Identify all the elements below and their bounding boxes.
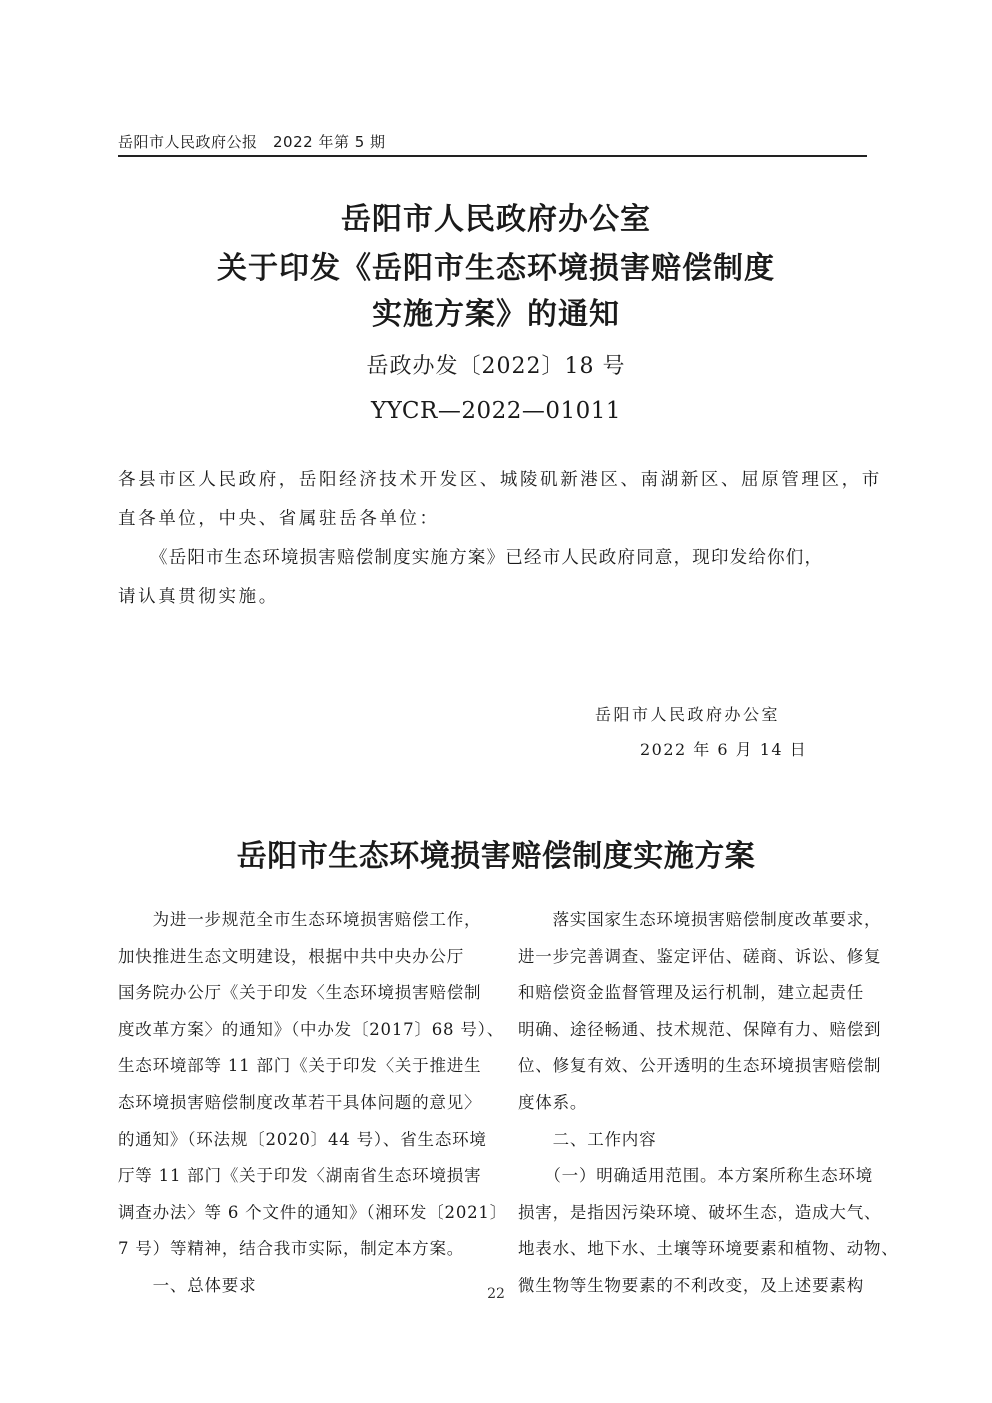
paragraph-line: 度体系。 [518, 1093, 588, 1112]
paragraph-line: 国务院办公厅《关于印发〈生态环境损害赔偿制 [118, 983, 482, 1003]
paragraph-line: 为进一步规范全市生态环境损害赔偿工作， [118, 910, 482, 929]
running-header: 岳阳市人民政府公报 2022 年第 5 期 [118, 133, 386, 151]
paragraph-line: 进一步完善调查、鉴定评估、磋商、诉讼、修复 [518, 946, 882, 966]
paragraph-line: 微生物等生物要素的不利改变，及上述要素构 [518, 1276, 864, 1295]
notice-body-line: 《岳阳市生态环境损害赔偿制度实施方案》已经市人民政府同意，现印发给你们， [150, 548, 824, 568]
paragraph-line: 厅等 11 部门《关于印发〈湖南省生态环境损害 [118, 1166, 482, 1186]
paragraph-line: 二、工作内容 [518, 1129, 657, 1149]
doc-code: YYCR—2022—01011 [370, 398, 622, 424]
paragraph-line: 加快推进生态文明建设，根据中共中央办公厅 [118, 946, 464, 966]
paragraph-line: 位、修复有效、公开透明的生态环境损害赔偿制 [518, 1056, 882, 1076]
notice-title-line: 实施方案》的通知 [372, 297, 620, 332]
paragraph-line: 7 号）等精神，结合我市实际，制定本方案。 [118, 1239, 465, 1259]
plan-title: 岳阳市生态环境损害赔偿制度实施方案 [236, 839, 756, 874]
notice-title-line: 关于印发《岳阳市生态环境损害赔偿制度 [217, 251, 775, 286]
doc-number: 岳政办发〔2022〕18 号 [366, 354, 626, 379]
paragraph-line: 落实国家生态环境损害赔偿制度改革要求， [518, 910, 882, 929]
paragraph-line: 度改革方案〉的通知》（中办发〔2017〕68 号）、 [118, 1019, 505, 1039]
paragraph-line: 态环境损害赔偿制度改革若干具体问题的意见〉 [118, 1093, 482, 1112]
addressee-line: 各县市区人民政府，岳阳经济技术开发区、城陵矶新港区、南湖新区、屈原管理区，市 [118, 470, 882, 490]
notice-body-line: 请认真贯彻实施。 [118, 587, 279, 607]
paragraph-line: 的通知》（环法规〔2020〕44 号）、省生态环境 [118, 1129, 487, 1149]
header-rule [118, 155, 867, 157]
signature-date: 2022 年 6 月 14 日 [640, 740, 808, 759]
paragraph-line: 地表水、地下水、土壤等环境要素和植物、动物、 [518, 1239, 899, 1259]
paragraph-line: 损害，是指因污染环境、破坏生态，造成大气、 [518, 1202, 882, 1222]
addressee-line: 直各单位，中央、省属驻岳各单位： [118, 509, 440, 529]
paragraph-line: 一、总体要求 [118, 1276, 257, 1295]
paragraph-line: （一）明确适用范围。本方案所称生态环境 [518, 1166, 874, 1186]
paragraph-line: 明确、途径畅通、技术规范、保障有力、赔偿到 [518, 1019, 882, 1039]
notice-title-line: 岳阳市人民政府办公室 [341, 202, 651, 237]
paragraph-line: 和赔偿资金监督管理及运行机制，建立起责任 [518, 983, 864, 1003]
signature-org: 岳阳市人民政府办公室 [595, 705, 781, 724]
paragraph-line: 调查办法〉等 6 个文件的通知》（湘环发〔2021〕 [118, 1202, 508, 1222]
paragraph-line: 生态环境部等 11 部门《关于印发〈关于推进生 [118, 1056, 482, 1076]
page-number: 22 [487, 1286, 505, 1302]
